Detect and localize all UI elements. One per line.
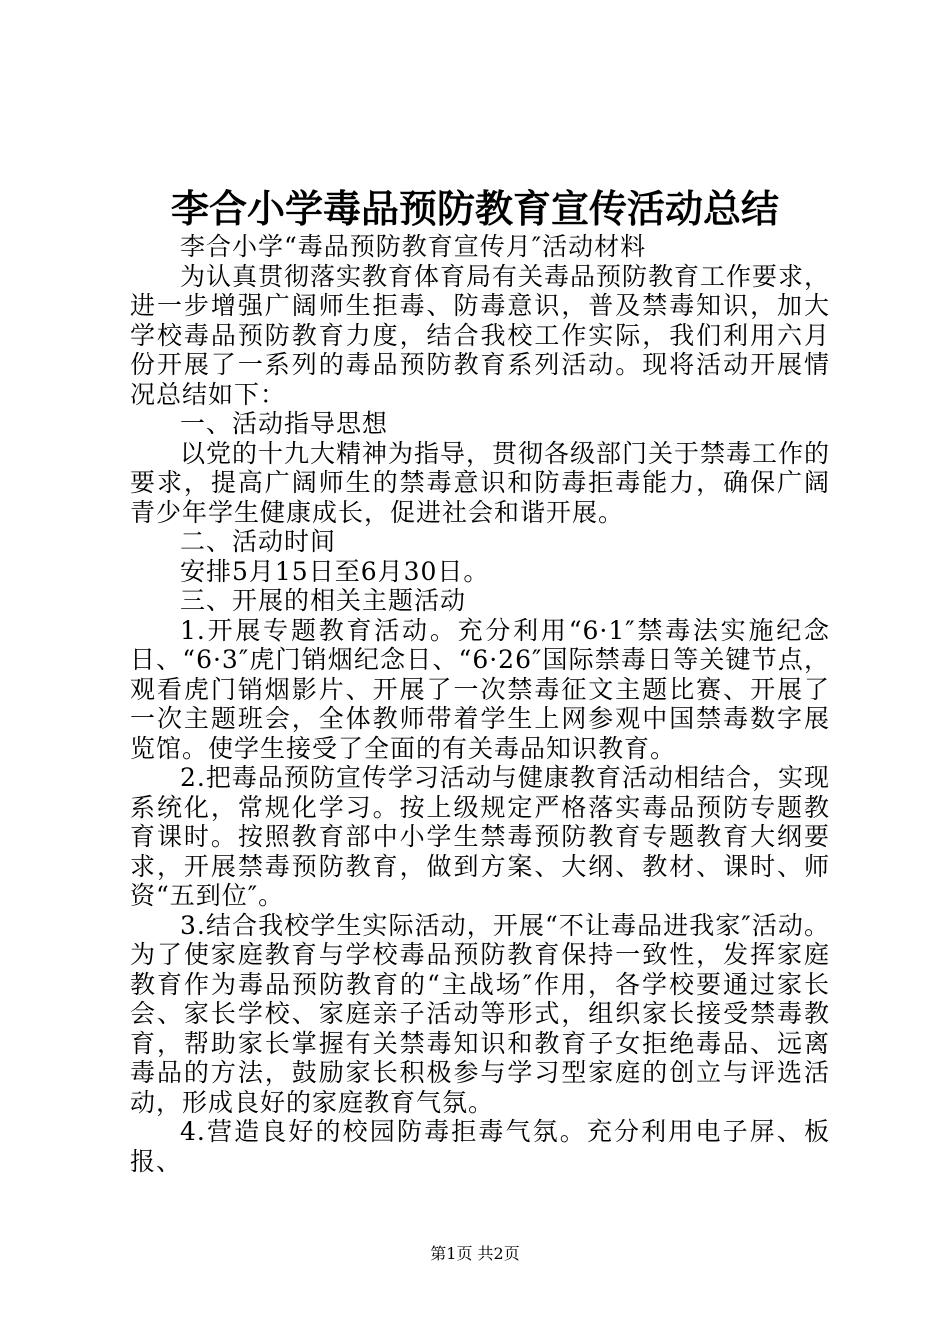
paragraph-guiding-idea: 以党的十九大精神为指导，贯彻各级部门关于禁毒工作的要求，提高广阔师生的禁毒意识和防毒拒毒能力，确保广阔青少年学生健康成长，促进社会和谐开展。 bbox=[130, 438, 831, 527]
paragraph-material-heading: 李合小学“毒品预防教育宣传月″活动材料 bbox=[180, 232, 647, 261]
paragraph-activity-time: 安排5月15日至6月30日。 bbox=[180, 556, 490, 586]
paragraph-item-2: 2.把毒品预防宣传学习活动与健康教育活动相结合，实现系统化，常规化学习。按上级规定严格落实毒品预防专题教育课时。按照教育部中小学生禁毒预防教育专题教育大纲要求，开展禁毒预防教育，做到方案、大纲、教材、课时、师资“五到位″。 bbox=[130, 763, 830, 910]
paragraph-intro: 为认真贯彻落实教育体育局有关毒品预防教育工作要求，进一步增强广阔师生拒毒、防毒意识，普及禁毒知识，加大学校毒品预防教育力度，结合我校工作实际，我们利用六月份开展了一系列的毒品预防教育系列活动。现将活动开展情况总结如下： bbox=[130, 261, 831, 409]
document-title: 李合小学毒品预防教育宣传活动总结 bbox=[170, 186, 779, 231]
paragraph-item-1: 1.开展专题教育活动。充分利用“6·1″禁毒法实施纪念日、“6·3″虎门销烟纪念日、“6·26″国际禁毒日等关键节点，观看虎门销烟影片、开展了一次禁毒征文主题比赛、开展了一次主题班会，全体教师带着学生上网参观中国禁毒数字展览馆。使学生接受了全面的有关毒品知识教育。 bbox=[130, 615, 830, 763]
section-heading-theme-activities: 三、开展的相关主题活动 bbox=[180, 586, 467, 615]
paragraph-item-4: 4.营造良好的校园防毒拒毒气氛。充分利用电子屏、板报、 bbox=[130, 1117, 830, 1176]
section-heading-activity-time: 二、活动时间 bbox=[180, 527, 337, 556]
page-footer: 第1页 共2页 bbox=[430, 1244, 520, 1263]
document-body bbox=[130, 232, 830, 1176]
paragraph-item-3: 3.结合我校学生实际活动，开展“不让毒品进我家″活动。为了使家庭教育与学校毒品预防教育保持一致性，发挥家庭教育作为毒品预防教育的“主战场″作用，各学校要通过家长会、家长学校、家庭亲子活动等形式，组织家长接受禁毒教育，帮助家长掌握有关禁毒知识和教育子女拒绝毒品、远离毒品的方法，鼓励家长积极参与学习型家庭的创立与评选活动，形成良好的家庭教育气氛。 bbox=[130, 910, 830, 1117]
section-heading-guiding-idea: 一、活动指导思想 bbox=[180, 409, 389, 438]
